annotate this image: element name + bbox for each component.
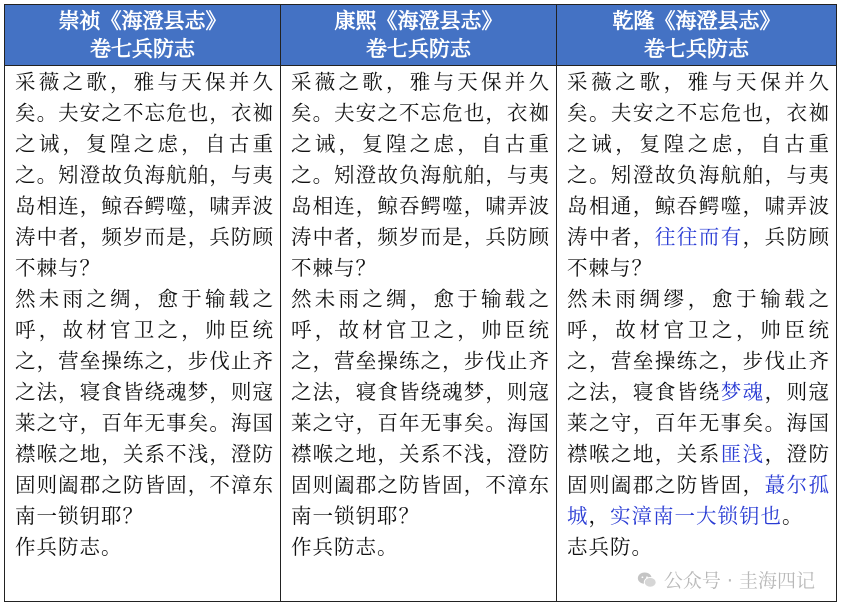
header-title: 崇祯《海澄县志》 [58, 8, 227, 33]
text-segment: 志兵防。 [567, 535, 653, 559]
text-paragraph [291, 67, 550, 284]
highlighted-variant-text: 匪浅 [720, 442, 765, 466]
text-cell-chongzhen [5, 66, 281, 602]
text-segment: 。 [782, 504, 804, 528]
text-paragraph [567, 284, 830, 532]
text-segment: 然未雨绸缪，愈于输载之呼，故材官卫之，帅臣统之，营垒操练之，步伐止齐之法，寝食皆绕 [567, 287, 830, 404]
text-segment: 然未雨之绸，愈于输载之呼，故材官卫之，帅臣统之，营垒操练之，步伐止齐之法，寝食皆绕魂梦，则寇莱之守，百年无事矣。海国襟喉之地，关系不浅，澄防固则阖郡之防皆固，不漳东南一锁钥耶？ [15, 287, 274, 528]
text-paragraph [15, 284, 274, 532]
text-segment: ，澄防固则阖郡之防皆固， [567, 442, 831, 497]
header-subtitle: 卷七兵防志 [644, 36, 749, 61]
text-cell-qianlong [557, 66, 837, 602]
text-segment: 作兵防志。 [291, 535, 399, 559]
text-segment: 采薇之歌，雅与天保并久矣。夫安之不忘危也，衣袽之诫，复隍之虑，自古重之。矧澄故负海航舶，与夷岛相连，鲸吞鳄噬，啸弄波涛中者，频岁而是，兵防顾不棘与？ [291, 70, 550, 280]
watermark-text: 公众号 · 圭海四记 [663, 570, 815, 592]
text-paragraph [15, 67, 274, 284]
wechat-icon [636, 569, 658, 591]
header-title: 康熙《海澄县志》 [334, 8, 503, 33]
watermark [636, 566, 815, 593]
text-segment: 采薇之歌，雅与天保并久矣。夫安之不忘危也，衣袽之诫，复隍之虑，自古重之。矧澄故负海航舶，与夷岛相通，鲸吞鳄噬，啸弄波涛中者， [567, 70, 830, 249]
header-subtitle: 卷七兵防志 [366, 36, 471, 61]
body-row [5, 66, 837, 602]
text-paragraph [567, 67, 830, 284]
header-subtitle: 卷七兵防志 [90, 36, 195, 61]
text-paragraph [15, 532, 274, 563]
text-segment: ， [588, 504, 610, 528]
text-segment: 作兵防志。 [15, 535, 123, 559]
comparison-table [4, 4, 837, 602]
text-paragraph [567, 532, 830, 563]
header-kangxi [281, 5, 557, 66]
text-cell-kangxi [281, 66, 557, 602]
highlighted-variant-text: 往往而有 [654, 225, 743, 249]
text-segment: ，则寇莱之守，百年无事矣。海国襟喉之地，关系 [567, 380, 831, 466]
text-paragraph [291, 284, 550, 532]
text-segment: 然未雨之绸，愈于输载之呼，故材官卫之，帅臣统之，营垒操练之，步伐止齐之法，寝食皆绕魂梦，则寇莱之守，百年无事矣。海国襟喉之地，关系不浅，澄防固则阖郡之防皆固，不漳东南一锁钥耶？ [291, 287, 550, 528]
header-chongzhen [5, 5, 281, 66]
highlighted-variant-text: 梦魂 [720, 380, 765, 404]
highlighted-variant-text: 实漳南一大锁钥也 [610, 504, 782, 528]
text-paragraph [291, 532, 550, 563]
header-row [5, 5, 837, 66]
header-qianlong [557, 5, 837, 66]
header-title: 乾隆《海澄县志》 [612, 8, 781, 33]
highlighted-variant-text: 蕞尔孤城 [567, 473, 831, 528]
text-segment: 采薇之歌，雅与天保并久矣。夫安之不忘危也，衣袽之诫，复隍之虑，自古重之。矧澄故负海航舶，与夷岛相连，鲸吞鳄噬，啸弄波涛中者，频岁而是，兵防顾不棘与？ [15, 70, 274, 280]
text-segment: ，兵防顾不棘与？ [567, 225, 831, 280]
